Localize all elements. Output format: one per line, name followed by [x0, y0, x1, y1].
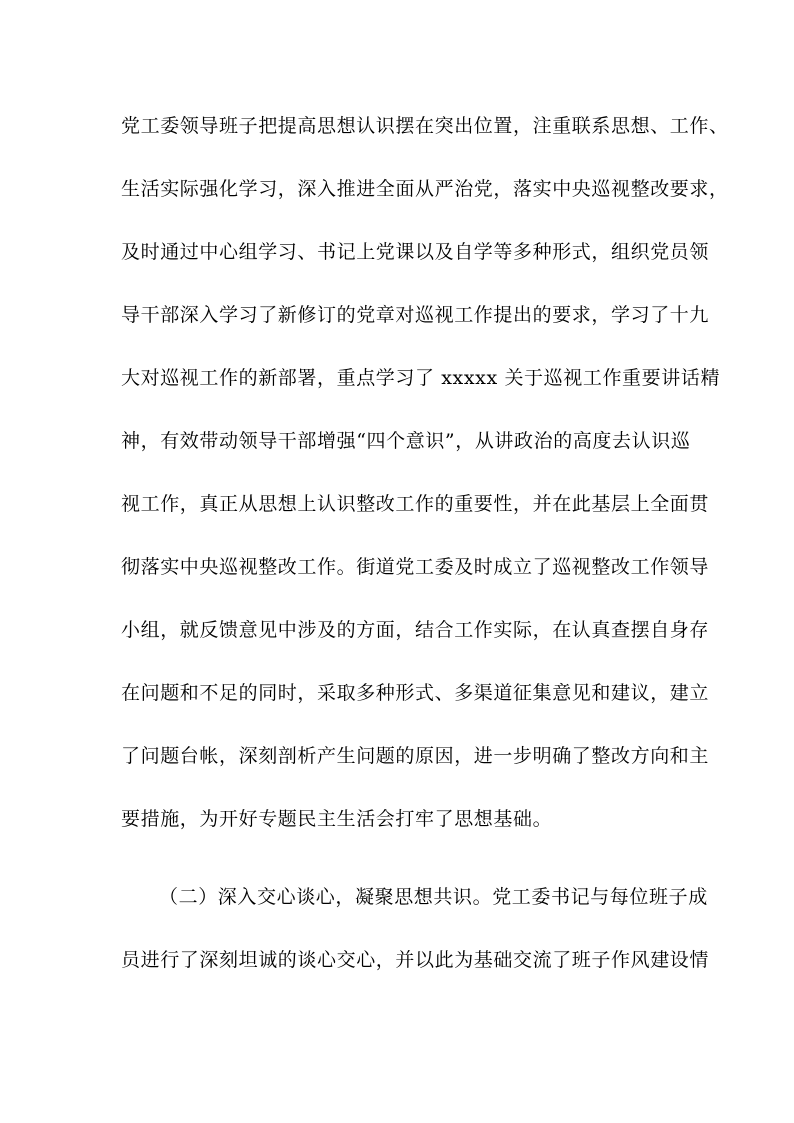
paragraph-line: 党工委领导班子把提高思想认识摆在突出位置，注重联系思想、工作、 [121, 115, 729, 137]
paragraph-line: 神，有效带动领导干部增强“四个意识”，从讲政治的高度去认识巡 [121, 430, 691, 452]
paragraph-line: 生活实际强化学习，深入推进全面从严治党，落实中央巡视整改要求， [121, 178, 729, 200]
paragraph-line: 及时通过中心组学习、书记上党课以及自学等多种形式，组织党员领 [121, 241, 710, 263]
paragraph-line: 要措施，为开好专题民主生活会打牢了思想基础。 [121, 808, 553, 830]
paragraph-line: （二）深入交心谈心，凝聚思想共识。党工委书记与每位班子成 [159, 886, 708, 908]
paragraph-line: 彻落实中央巡视整改工作。街道党工委及时成立了巡视整改工作领导 [121, 556, 710, 578]
paragraph-line: 在问题和不足的同时，采取多种形式、多渠道征集意见和建议，建立 [121, 682, 710, 704]
paragraph-line: 导干部深入学习了新修订的党章对巡视工作提出的要求，学习了十九 [121, 304, 710, 326]
paragraph-line: 大对巡视工作的新部署，重点学习了 xxxxx 关于巡视工作重要讲话精 [121, 367, 721, 389]
paragraph-line: 了问题台帐，深刻剖析产生问题的原因，进一步明确了整改方向和主 [121, 745, 710, 767]
paragraph-line: 小组，就反馈意见中涉及的方面，结合工作实际，在认真查摆自身存 [121, 619, 710, 641]
paragraph-line: 员进行了深刻坦诚的谈心交心，并以此为基础交流了班子作风建设情 [121, 949, 710, 971]
paragraph-line: 视工作，真正从思想上认识整改工作的重要性，并在此基层上全面贯 [121, 493, 710, 515]
